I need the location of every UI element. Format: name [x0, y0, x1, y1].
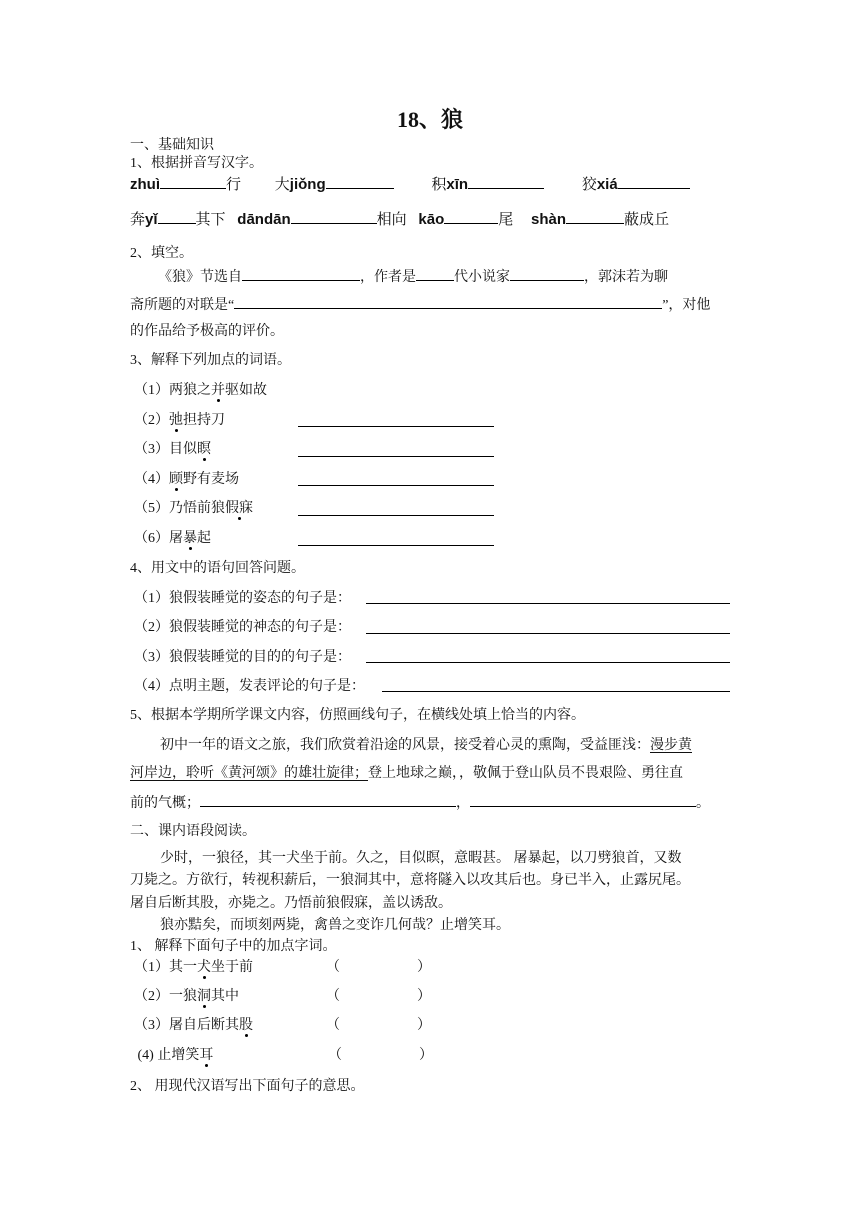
q3-num: （4） — [134, 472, 169, 487]
q4-item-1: （1）狼假装睡觉的姿态的句子是： — [134, 591, 351, 606]
r1-post: 其中 — [211, 989, 239, 1004]
passage-line-2: 刀毙之。方欲行，转视积薪后，一狼洞其中，意将隧入以攻其后也。身已半入，止露尻尾。 — [130, 873, 690, 888]
r1-dotted-word: 犬 — [197, 960, 211, 975]
q2-text-d: ，郭沫若为聊 — [584, 270, 668, 285]
q3-pre: 屠 — [169, 531, 183, 546]
q5-text: 前的气概； — [130, 796, 200, 811]
q2-text-b: ，作者是 — [360, 270, 416, 285]
r1-num: （1） — [134, 960, 169, 975]
reading-q2-heading: 2、 用现代汉语写出下面句子的意思。 — [130, 1079, 365, 1094]
q3-post: 担持刀 — [183, 413, 225, 428]
r1-post: 坐于前 — [211, 960, 253, 975]
q1-heading: 1、根据拼音写汉字。 — [130, 156, 263, 171]
blank-couplet[interactable] — [234, 296, 662, 309]
text-da: 大 — [274, 177, 290, 193]
pinyin-shan: shàn — [531, 211, 567, 228]
q4-answer-line-2[interactable] — [366, 633, 730, 634]
q3-dotted-word: 暴 — [183, 531, 197, 546]
q4-item-2: （2）狼假装睡觉的神态的句子是： — [134, 620, 351, 635]
q3-item-6 — [134, 531, 211, 547]
reading-q1-item-4 — [134, 1048, 213, 1064]
q2-text-c: 代小说家 — [454, 270, 510, 285]
reading-q1-item-3 — [134, 1018, 253, 1034]
text-ben: 奔 — [130, 212, 146, 228]
q5-para-line-3 — [130, 794, 710, 812]
q3-item-4 — [134, 472, 239, 488]
q3-num: （2） — [134, 413, 169, 428]
r1-pre: 止增笑 — [157, 1048, 200, 1063]
text-xing: 行 — [226, 177, 242, 193]
r1-num: (4) — [134, 1048, 158, 1063]
section-reading-heading: 二、课内语段阅读。 — [130, 824, 256, 839]
q3-dotted-word: 瞑 — [197, 442, 211, 457]
r1-pre: 其一 — [169, 960, 197, 975]
q3-dotted-word: 假寐 — [225, 501, 253, 516]
r1-dotted-word: 洞 — [197, 989, 211, 1004]
q3-heading: 3、解释下列加点的词语。 — [130, 353, 291, 368]
q5-blank-1[interactable] — [200, 794, 456, 807]
q2-line-2 — [130, 296, 710, 314]
q3-dotted-word: 顾 — [169, 472, 183, 487]
q5-para-line-1 — [160, 738, 692, 754]
pinyin-dandan: dāndān — [237, 211, 291, 228]
text-wei: 尾 — [498, 212, 514, 228]
q3-answer-line-4[interactable] — [298, 485, 494, 486]
q5-text: 。 — [696, 796, 710, 811]
q5-blank-2[interactable] — [470, 794, 696, 807]
blank-yi[interactable] — [158, 211, 196, 224]
reading-q1-answer-1[interactable]: （ ） — [326, 960, 431, 975]
text-jiao: 狡 — [581, 177, 597, 193]
pinyin-jiong: jiǒng — [289, 176, 326, 193]
q5-text: 登上地球之巅，，敬佩于登山队员不畏艰险、勇往直 — [368, 766, 683, 781]
passage-line-3: 屠自后断其股，亦毙之。乃悟前狼假寐，盖以诱敌。 — [130, 896, 452, 911]
q3-num: （3） — [134, 442, 169, 457]
q3-answer-line-5[interactable] — [298, 515, 494, 516]
q2-text-f: ”，对他 — [662, 298, 711, 313]
pinyin-kao: kāo — [418, 211, 445, 228]
blank-dynasty[interactable] — [416, 268, 454, 281]
pinyin-zhui: zhuì — [130, 176, 160, 193]
q5-underlined-text: 漫步黄 — [650, 738, 692, 753]
pinyin-xin: xīn — [446, 176, 469, 193]
q3-post: 野有麦场 — [183, 472, 239, 487]
pinyin-xia: xiá — [596, 176, 618, 193]
q3-answer-line-3[interactable] — [298, 456, 494, 457]
r1-dotted-word: 股 — [239, 1018, 253, 1033]
passage-line-4: 狼亦黠矣，而顷刻两毙，禽兽之变诈几何哉？止增笑耳。 — [160, 918, 510, 933]
q2-line-3: 的作品给予极高的评价。 — [130, 324, 284, 339]
text-bichengqiu: 蔽成丘 — [624, 212, 670, 228]
q3-item-2 — [134, 413, 225, 429]
r1-dotted-word: 耳 — [199, 1048, 214, 1063]
q2-text-e: 斋所题的对联是“ — [130, 298, 235, 313]
blank-shan[interactable] — [566, 211, 624, 224]
q3-item-5 — [134, 501, 253, 517]
reading-q1-item-1 — [134, 960, 253, 976]
q3-pre: 两狼之 — [169, 383, 211, 398]
section-basics-heading: 一、基础知识 — [130, 138, 214, 153]
blank-jiong[interactable] — [326, 176, 394, 189]
q5-text: ， — [456, 796, 470, 811]
q4-answer-line-3[interactable] — [366, 662, 730, 663]
q1-row-2 — [130, 211, 669, 229]
q3-post: 起 — [197, 531, 211, 546]
q4-item-3: （3）狼假装睡觉的目的的句子是： — [134, 650, 351, 665]
blank-zhui[interactable] — [160, 176, 226, 189]
q5-text: 初中一年的语文之旅，我们欣赏着沿途的风景，接受着心灵的熏陶，受益匪浅： — [160, 738, 650, 753]
text-qixia: 其下 — [195, 212, 226, 228]
q3-answer-line-6[interactable] — [298, 545, 494, 546]
page-title: 18、狼 — [396, 107, 463, 132]
q2-text-a: 《狼》节选自 — [158, 270, 242, 285]
text-xiangxiang: 相向 — [376, 212, 407, 228]
q4-heading: 4、用文中的语句回答问题。 — [130, 561, 305, 576]
blank-xin[interactable] — [468, 176, 544, 189]
q3-num: （5） — [134, 501, 169, 516]
passage-line-1: 少时，一狼径，其一犬坐于前。久之，目似瞑，意暇甚。 屠暴起，以刀劈狼首，又数 — [160, 851, 682, 866]
q3-post: 驱如故 — [225, 383, 267, 398]
q3-dotted-word: 并 — [211, 383, 225, 398]
q2-line-1 — [158, 268, 668, 286]
text-ji: 积 — [431, 177, 447, 193]
q3-num: （6） — [134, 531, 169, 546]
q5-heading: 5、根据本学期所学课文内容，仿照画线句子，在横线处填上恰当的内容。 — [130, 708, 585, 723]
q5-para-line-2 — [130, 766, 683, 782]
q4-answer-line-1[interactable] — [366, 603, 730, 604]
q3-item-3 — [134, 442, 211, 458]
r1-num: （2） — [134, 989, 169, 1004]
reading-q1-answer-2[interactable]: （ ） — [326, 989, 431, 1004]
reading-q1-heading: 1、 解释下面句子中的加点字词。 — [130, 939, 337, 954]
reading-q1-answer-3[interactable]: （ ） — [326, 1018, 431, 1033]
q3-pre: 乃悟前狼 — [169, 501, 225, 516]
r1-pre: 一狼 — [169, 989, 197, 1004]
reading-q1-item-2 — [134, 989, 239, 1005]
q2-heading: 2、填空。 — [130, 246, 193, 261]
r1-pre: 屠自后断其 — [169, 1018, 239, 1033]
q3-answer-line-2[interactable] — [298, 426, 494, 427]
q3-pre: 目似 — [169, 442, 197, 457]
q3-dotted-word: 弛 — [169, 413, 183, 428]
reading-q1-answer-4[interactable]: （ ） — [328, 1048, 433, 1063]
q5-underlined-text: 河岸边，聆听《黄河颂》的雄壮旋律； — [130, 766, 368, 781]
blank-dandan[interactable] — [291, 211, 377, 224]
blank-xia[interactable] — [618, 176, 690, 189]
blank-author[interactable] — [510, 268, 584, 281]
blank-source[interactable] — [242, 268, 360, 281]
q1-row-1 — [130, 176, 690, 194]
q4-item-4: （4）点明主题，发表评论的句子是： — [134, 679, 365, 694]
pinyin-yi: yǐ — [145, 211, 158, 228]
r1-num: （3） — [134, 1018, 169, 1033]
q3-item-1 — [134, 383, 267, 399]
blank-kao[interactable] — [444, 211, 498, 224]
q4-answer-line-4[interactable] — [382, 691, 730, 692]
q3-num: （1） — [134, 383, 169, 398]
